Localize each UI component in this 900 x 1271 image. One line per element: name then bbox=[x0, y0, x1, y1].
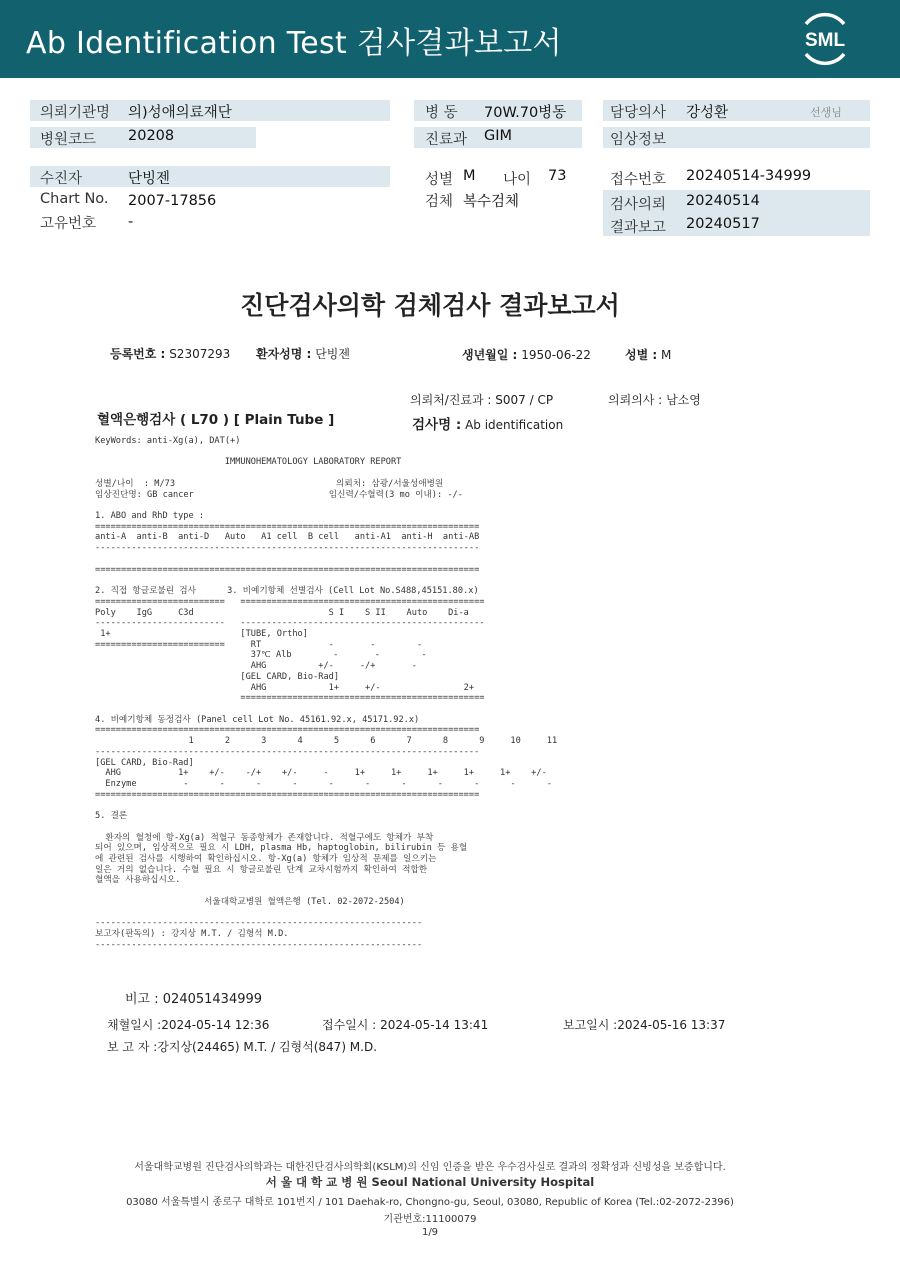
reg-no-value: S2307293 bbox=[169, 347, 231, 361]
report-line: 37℃ Alb - - - bbox=[95, 650, 427, 661]
report-line: 혈액을 사용하십시오. bbox=[95, 875, 181, 886]
report-line: 보고자(판독의) : 강지상 M.T. / 김형석 M.D. bbox=[95, 929, 289, 940]
hospital-code-label: 병원코드 bbox=[40, 132, 97, 148]
patient-value: 단빙젠 bbox=[128, 171, 171, 187]
sml-logo bbox=[796, 12, 854, 66]
footer-hospital-en: Seoul National University Hospital bbox=[371, 1175, 595, 1189]
request-date-value: 20240514 bbox=[686, 193, 760, 209]
patient-label: 수진자 bbox=[40, 171, 83, 187]
unique-no-value: - bbox=[128, 214, 134, 230]
doctor-suffix: 선생님 bbox=[810, 106, 842, 119]
report-date-label: 결과보고 bbox=[610, 220, 667, 236]
ward-label: 병 동 bbox=[425, 105, 458, 121]
request-dept-value: S007 / CP bbox=[495, 393, 554, 407]
report-line: ========================================================================== bbox=[95, 789, 480, 800]
page-number: 1/9 bbox=[421, 1227, 439, 1238]
specimen-value: 복수검체 bbox=[463, 194, 520, 210]
dob-value: 1950-06-22 bbox=[521, 348, 591, 362]
report-line: [GEL CARD, Bio-Rad] bbox=[95, 671, 340, 682]
hospital-code-value: 20208 bbox=[128, 128, 175, 144]
report-line: AHG 1+ +/- -/+ +/- - 1+ 1+ 1+ 1+ 1+ +/- bbox=[95, 768, 547, 779]
note-value: 024051434999 bbox=[162, 992, 263, 1007]
page-title: Ab Identification Test 검사결과보고서 bbox=[26, 26, 562, 61]
report-line: [GEL CARD, Bio-Rad] bbox=[95, 757, 194, 768]
report-line: ========================= =============================================== bbox=[95, 596, 485, 607]
report-date-value: 20240517 bbox=[686, 216, 760, 232]
report-body bbox=[95, 436, 557, 951]
report-title: 진단검사의학 검체검사 결과보고서 bbox=[240, 291, 620, 320]
report-line: IMMUNOHEMATOLOGY LABORATORY REPORT bbox=[95, 457, 402, 468]
report-line: 일은 거의 없습니다. 수혈 필요 시 항글로불린 단계 교차시험까지 확인하여 적합한 bbox=[95, 864, 428, 875]
age-label: 나이 bbox=[503, 172, 532, 188]
note-label: 비고 : bbox=[125, 992, 159, 1007]
request-date-label: 검사의뢰 bbox=[610, 197, 667, 213]
report-line: AHG +/- -/+ - bbox=[95, 661, 417, 672]
report-line: anti-A anti-B anti-D Auto A1 cell B cell anti-A1 anti-H anti-AB bbox=[95, 532, 480, 543]
test-name-value: Ab identification bbox=[465, 418, 564, 432]
age-value: 73 bbox=[548, 168, 567, 184]
report-line: ========================================================================== bbox=[95, 564, 480, 575]
footer-institution-no: 기관번호:11100079 bbox=[383, 1214, 477, 1225]
institution-value: 의)성애의료재단 bbox=[128, 105, 232, 121]
report-line: AHG 1+ +/- 2+ bbox=[95, 682, 475, 693]
sex-label: 성별 bbox=[425, 172, 454, 188]
report-line: 1. ABO and RhD type : bbox=[95, 511, 205, 522]
ward-value: 70W.70병동 bbox=[484, 105, 567, 121]
department-label: 진료과 bbox=[425, 132, 468, 148]
report-line: --------------------------------------------------------------- bbox=[95, 918, 423, 929]
report-line: ========================================================================== bbox=[95, 521, 480, 532]
collection-value: 2024-05-14 12:36 bbox=[161, 1018, 270, 1032]
footer-address: 03080 서울특별시 종로구 대학로 101번지 / 101 Daehak-ro, Chongno-gu, Seoul, 03080, Republic of Korea (Tel.:02-2072-2396) bbox=[126, 1197, 734, 1208]
department-value: GIM bbox=[484, 128, 513, 144]
report-line: ------------------------- ----------------------------------------------- bbox=[95, 618, 485, 629]
sex-value: M bbox=[463, 168, 476, 184]
chart-no-label: Chart No. bbox=[40, 191, 109, 207]
footer-hospital bbox=[0, 1174, 860, 1190]
report-line: 성별/나이 : M/73 의뢰처: 삼광/서울성애병원 bbox=[95, 478, 444, 489]
footer-hospital-ko: 서 울 대 학 교 병 원 bbox=[265, 1175, 368, 1189]
report-line: 환자의 혈청에 항-Xg(a) 적혈구 동종항체가 존재합니다. 적혈구에도 항체가 부착 bbox=[95, 832, 434, 843]
request-doctor-value: 남소영 bbox=[666, 393, 701, 407]
request-doctor-label: 의뢰의사 : bbox=[608, 393, 663, 407]
report-line: 되어 있으며, 임상적으로 필요 시 LDH, plasma Hb, haptoglobin, bilirubin 등 용혈 bbox=[95, 843, 468, 854]
report-line: 1+ [TUBE, Ortho] bbox=[95, 628, 308, 639]
institution-label: 의뢰기관명 bbox=[40, 105, 111, 121]
report-line: =============================================== bbox=[95, 693, 485, 704]
dob-label: 생년월일 : bbox=[462, 348, 518, 362]
report-sex-value: M bbox=[661, 348, 672, 362]
doctor-label: 담당의사 bbox=[610, 105, 667, 121]
patient-name-label: 환자성명 : bbox=[256, 347, 312, 361]
specimen-label: 검체 bbox=[425, 194, 454, 210]
report-line: KeyWords: anti-Xg(a), DAT(+) bbox=[95, 436, 241, 446]
doctor-value: 강성환 bbox=[686, 105, 729, 121]
reporter-label: 보 고 자 : bbox=[107, 1040, 158, 1054]
receive-label: 접수일시 : bbox=[322, 1018, 377, 1032]
receipt-no-label: 접수번호 bbox=[610, 172, 667, 188]
patient-name-value: 단빙젠 bbox=[315, 347, 350, 361]
report-line: --------------------------------------------------------------- bbox=[95, 939, 423, 950]
report-line: -------------------------------------------------------------------------- bbox=[95, 543, 480, 554]
report-line: ========================= RT - - - bbox=[95, 639, 423, 650]
info-bar-patient bbox=[30, 166, 390, 187]
report-line: 2. 직접 항글로불린 검사 3. 비예기항체 선별검사 (Cell Lot No.S488,45151.80.x) bbox=[95, 586, 479, 597]
logo-text: SML bbox=[804, 30, 846, 51]
report-line: 임상진단명: GB cancer 임신력/수혈력(3 mo 이내): -/- bbox=[95, 489, 463, 500]
collection-label: 채혈일시 : bbox=[107, 1018, 162, 1032]
report-line: 에 관련된 검사를 시행하여 확인하십시오. 항-Xg(a) 항체가 임상적 문제를 일으키는 bbox=[95, 854, 437, 865]
report-line: Enzyme - - - - - - - - - - - bbox=[95, 779, 552, 789]
reported-value: 2024-05-16 13:37 bbox=[617, 1018, 726, 1032]
report-line: -------------------------------------------------------------------------- bbox=[95, 746, 480, 757]
clinical-info-label: 임상정보 bbox=[610, 132, 667, 148]
reporter-value: 강지상(24465) M.T. / 김형석(847) M.D. bbox=[157, 1040, 378, 1054]
reg-no-label: 등록번호 : bbox=[110, 347, 166, 361]
test-name-label: 검사명 : bbox=[412, 417, 462, 433]
report-line: 1 2 3 4 5 6 7 8 9 10 11 bbox=[95, 736, 558, 747]
report-line: 서울대학교병원 혈액은행 (Tel. 02-2072-2504) bbox=[95, 896, 405, 907]
unique-no-label: 고유번호 bbox=[40, 216, 97, 232]
report-line: Poly IgG C3d S I S II Auto Di-a bbox=[95, 607, 469, 618]
report-line: 4. 비예기항체 동정검사 (Panel cell Lot No. 45161.92.x, 45171.92.x) bbox=[95, 714, 420, 725]
report-line: 5. 결론 bbox=[95, 811, 128, 822]
receipt-no-value: 20240514-34999 bbox=[686, 168, 812, 184]
footer-certification: 서울대학교병원 진단검사의학과는 대한진단검사의학회(KSLM)의 신임 인증을 받은 우수검사실로 결과의 정확성과 신빙성을 보증합니다. bbox=[134, 1162, 726, 1173]
report-sex-label: 성별 : bbox=[625, 348, 658, 362]
test-group: 혈액은행검사 ( L70 ) [ Plain Tube ] bbox=[97, 412, 335, 428]
chart-no-value: 2007-17856 bbox=[128, 193, 217, 209]
report-line: ========================================================================== bbox=[95, 725, 480, 736]
request-dept-label: 의뢰처/진료과 : bbox=[410, 393, 492, 407]
receive-value: 2024-05-14 13:41 bbox=[380, 1018, 489, 1032]
reported-label: 보고일시 : bbox=[563, 1018, 618, 1032]
